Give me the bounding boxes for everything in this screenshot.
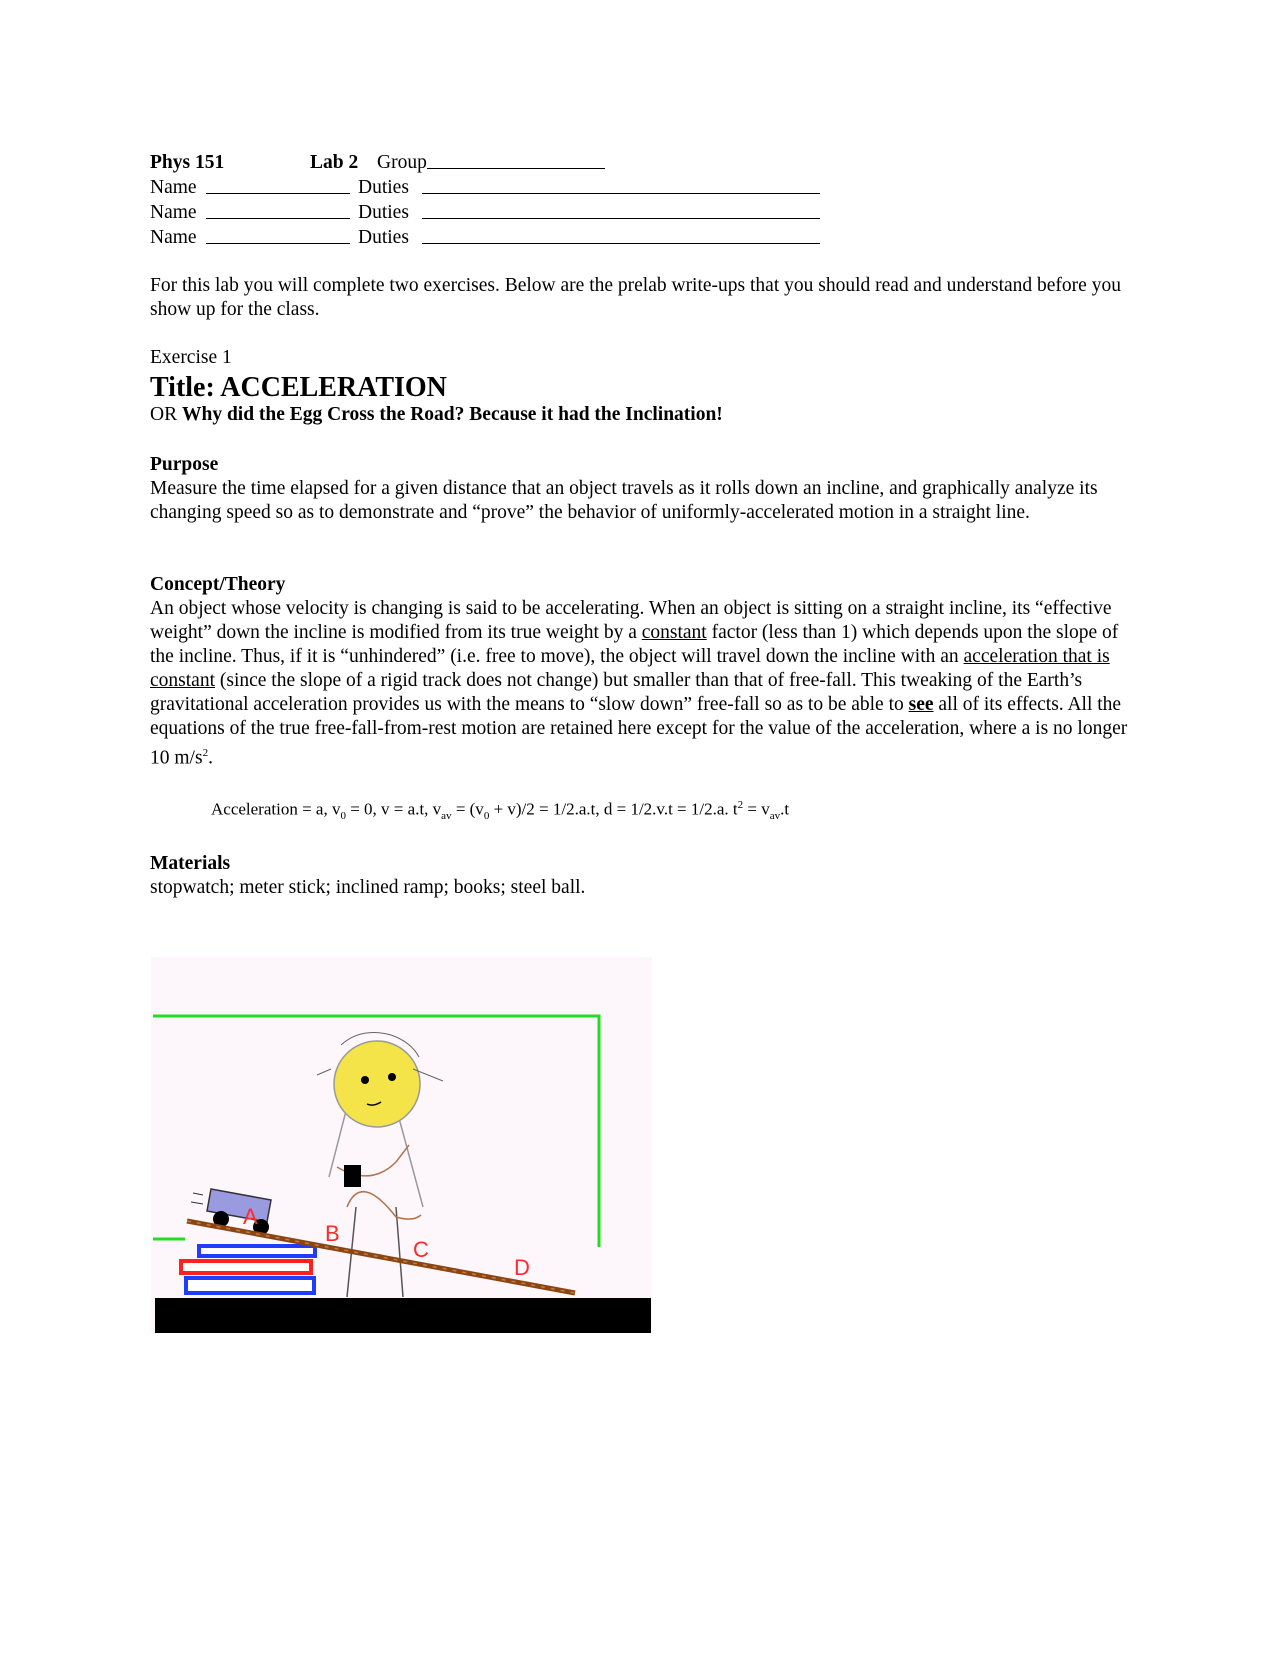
name-label: Name [150,177,197,198]
concept-section [150,573,1140,771]
marker-label-d: D [514,1255,530,1280]
book-blue-top [199,1246,315,1256]
purpose-section [150,453,1140,525]
equations-line: Acceleration = a, $v_0 = 0$, v = a.t, $v_{av} = (v_0 + v)/2 = 1/2.a.t$, d = 1/2.v.t = 1/2.a. $t^2 = v_{av}.t$ [211,798,790,822]
intro-paragraph: For this lab you will complete two exercises. Below are the prelab write-ups that you should read and understand before you show up for the class. [150,275,1121,320]
name-label: Name [150,227,197,248]
group-label: Group [377,152,427,173]
name-blank[interactable] [206,200,350,219]
header-row-member [150,225,1140,250]
lab-document [150,150,1140,900]
name-blank[interactable] [206,225,350,244]
face [334,1041,420,1127]
name-label: Name [150,202,197,223]
stopwatch-icon [344,1165,361,1187]
underlined-acceleration: acceleration that is constant [150,646,1110,691]
marker-label-b: B [325,1221,340,1246]
course-label: Phys 151 [150,152,225,173]
name-blank[interactable] [206,175,350,194]
materials-section [150,852,1140,900]
marker-label-a: A [243,1204,258,1229]
floor [155,1298,651,1333]
concept-heading: Concept/Theory [150,574,286,595]
materials-text: stopwatch; meter stick; inclined ramp; books; steel ball. [150,876,586,898]
header-row-member [150,200,1140,225]
book-red [181,1261,311,1273]
duties-label: Duties [358,177,409,198]
duties-label: Duties [358,227,409,248]
emphasis-see: see [908,694,934,715]
purpose-heading: Purpose [150,454,219,475]
concept-text: An object whose velocity is changing is said to be accelerating. When an object is sitting on a straight incline, its “effective weight” down the incline is modified from its true weight by a constant factor (less than 1) which depends upon the slope of the incline. Thus, if it is “unhindered” (i.e. free to move), the object will travel down the incline with an acceleration that is constant (since the slope of a rigid track does not change) but smaller than that of free-fall. This tweaking of the Earth’s gravitational acceleration provides us with the means to “slow down” free-fall so as to be able to see all of its effects. All the equations of the true free-fall-from-rest motion are retained here except for the value of the acceleration, where a is no longer 10 $m/s^2$. [150,598,1128,769]
subtitle-text: Why did the Egg Cross the Road? Because it had the Inclination! [181,404,723,425]
underlined-constant: constant [641,622,707,643]
subtitle-prefix: OR [150,404,182,425]
header-row-member [150,175,1140,200]
exercise-subtitle [150,403,1140,427]
header-row-course [150,150,1140,175]
exercise-title: Title: ACCELERATION [150,372,447,403]
duties-blank[interactable] [422,200,820,219]
book-blue-bottom [186,1278,314,1293]
materials-heading: Materials [150,852,231,874]
purpose-text: Measure the time elapsed for a given distance that an object travels as it rolls down an incline, and graphically analyze its changing speed so as to demonstrate and “prove” the behavior of uniformly-accelerated motion in a straight line. [150,478,1098,523]
incline-illustration [151,957,652,1333]
exercise-label: Exercise 1 [150,347,232,368]
marker-label-c: C [413,1237,429,1262]
duties-blank[interactable] [422,175,820,194]
duties-blank[interactable] [422,225,820,244]
group-blank[interactable] [427,150,605,169]
lab-label: Lab 2 [310,152,359,173]
duties-label: Duties [358,202,409,223]
